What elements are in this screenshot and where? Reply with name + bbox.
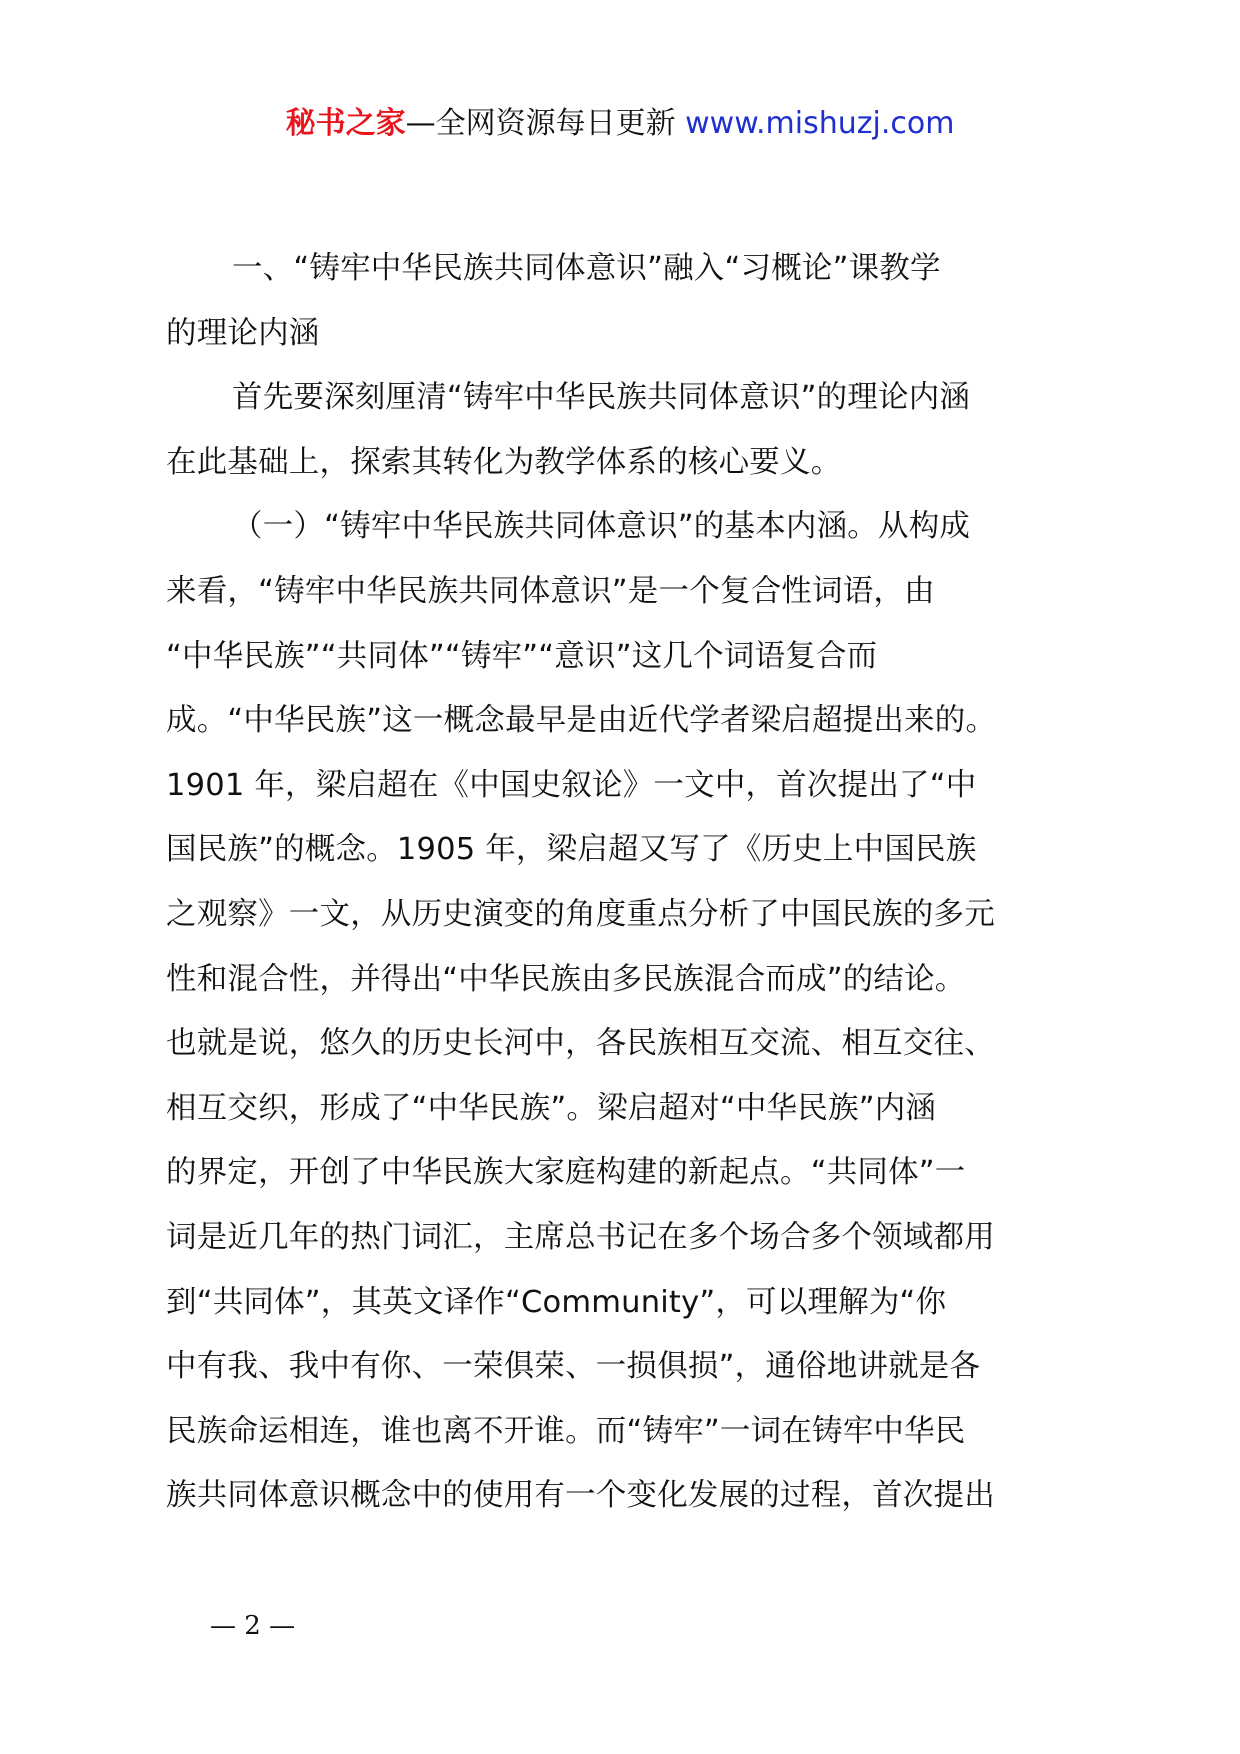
paragraph-line: 也就是说，悠久的历史长河中，各民族相互交流、相互交往、 — [166, 1026, 995, 1062]
paragraph-line: 首先要深刻厘清“铸牢中华民族共同体意识”的理论内涵 — [232, 380, 971, 416]
paragraph-line: 中有我、我中有你、一荣俱荣、一损俱损”，通俗地讲就是各 — [166, 1349, 981, 1385]
paragraph-line: 民族命运相连，谁也离不开谁。而“铸牢”一词在铸牢中华民 — [166, 1413, 966, 1449]
paragraph-line: “中华民族”“共同体”“铸牢”“意识”这几个词语复合而 — [166, 638, 878, 674]
paragraph-line: 词是近几年的热门词汇，主席总书记在多个场合多个领域都用 — [166, 1219, 995, 1255]
site-url-link[interactable]: www.mishuzj.com — [685, 106, 955, 141]
section-heading-line-1: 一、“铸牢中华民族共同体意识”融入“习概论”课教学 — [232, 251, 941, 286]
paragraph-line: 在此基础上，探索其转化为教学体系的核心要义。 — [166, 444, 842, 480]
brand-name: 秘书之家 — [285, 106, 406, 141]
site-header — [0, 104, 1240, 144]
section-heading-line-2: 的理论内涵 — [166, 315, 320, 351]
page-number: — 2 — — [210, 1611, 296, 1641]
paragraph-line: 1901 年，梁启超在《中国史叙论》一文中，首次提出了“中 — [166, 767, 977, 803]
paragraph-line: 性和混合性，并得出“中华民族由多民族混合而成”的结论。 — [166, 961, 966, 997]
paragraph-line: 到“共同体”，其英文译作“Community”，可以理解为“你 — [166, 1284, 947, 1320]
header-tagline: —全网资源每日更新 — [405, 106, 676, 141]
paragraph-line: 国民族”的概念。1905 年，梁启超又写了《历史上中国民族 — [166, 832, 977, 868]
document-body — [166, 237, 1096, 1529]
paragraph-line: 相互交织，形成了“中华民族”。梁启超对“中华民族”内涵 — [166, 1090, 937, 1126]
paragraph-line: 来看，“铸牢中华民族共同体意识”是一个复合性词语，由 — [166, 573, 935, 609]
paragraph-line: 族共同体意识概念中的使用有一个变化发展的过程，首次提出 — [166, 1478, 995, 1514]
paragraph-line: 的界定，开创了中华民族大家庭构建的新起点。“共同体”一 — [166, 1155, 966, 1191]
subsection-heading-line: （一）“铸牢中华民族共同体意识”的基本内涵。从构成 — [232, 509, 971, 545]
paragraph-line: 之观察》一文，从历史演变的角度重点分析了中国民族的多元 — [166, 896, 995, 932]
paragraph-line: 成。“中华民族”这一概念最早是由近代学者梁启超提出来的。 — [166, 703, 997, 739]
